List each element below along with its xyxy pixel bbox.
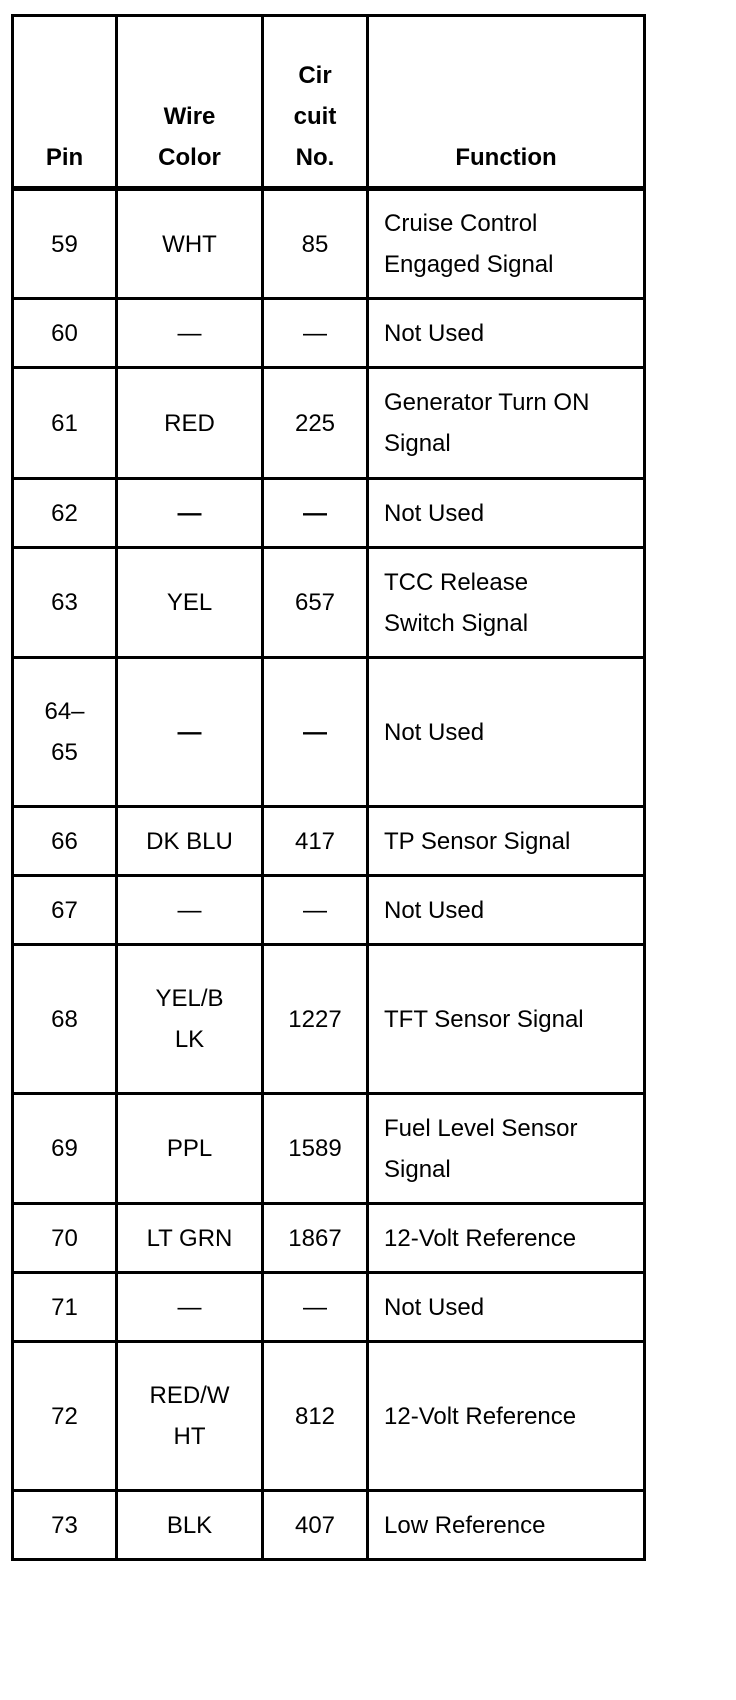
function-cell-text: Not Used	[384, 718, 485, 746]
wire-color-cell-text: WHT	[162, 230, 217, 258]
function-cell-text: 12-Volt Reference	[384, 1402, 577, 1430]
table-row	[13, 1204, 645, 1273]
header-row	[13, 16, 645, 189]
circuit-cell	[263, 658, 368, 807]
function-cell-text: TCC Release	[384, 568, 529, 596]
function-cell	[368, 548, 645, 658]
pin-cell	[13, 1204, 117, 1273]
circuit-cell	[263, 807, 368, 876]
function-cell	[368, 368, 645, 479]
function-cell-text: TP Sensor Signal	[384, 827, 571, 855]
table-row	[13, 807, 645, 876]
wire-color-cell	[117, 876, 263, 945]
pin-cell	[13, 189, 117, 299]
circuit-cell-text: —	[303, 896, 327, 924]
wire-color-cell-text: DK BLU	[146, 827, 233, 855]
table-row	[13, 1094, 645, 1204]
pin-cell-text: 62	[51, 499, 78, 527]
pin-cell-text: 66	[51, 827, 78, 855]
wire-color-cell	[117, 548, 263, 658]
function-cell-text: Low Reference	[384, 1511, 546, 1539]
wire-color-cell	[117, 368, 263, 479]
circuit-cell	[263, 479, 368, 548]
pin-cell	[13, 807, 117, 876]
wire-color-cell-text: LK	[174, 1026, 205, 1053]
function-cell	[368, 658, 645, 807]
function-cell	[368, 1273, 645, 1342]
wire-color-cell	[117, 479, 263, 548]
wire-color-cell	[117, 1273, 263, 1342]
header-function	[368, 16, 645, 189]
wire-color-cell	[117, 189, 263, 299]
function-cell	[368, 1204, 645, 1273]
pin-cell	[13, 1094, 117, 1204]
function-cell-text: Signal	[384, 430, 451, 457]
circuit-cell-text: 417	[294, 827, 336, 855]
pin-cell-text: 64–	[44, 698, 85, 725]
function-cell	[368, 1342, 645, 1491]
pin-cell	[13, 658, 117, 807]
table-row	[13, 658, 645, 807]
wire-color-cell-text: RED/W	[149, 1382, 230, 1409]
table-row	[13, 548, 645, 658]
circuit-cell-text: 85	[301, 230, 329, 258]
wire-color-cell	[117, 807, 263, 876]
circuit-cell	[263, 945, 368, 1094]
function-cell-text: 12-Volt Reference	[384, 1224, 577, 1252]
pin-cell	[13, 548, 117, 658]
circuit-cell	[263, 548, 368, 658]
wire-color-cell	[117, 299, 263, 368]
circuit-cell-text: 1227	[288, 1005, 342, 1033]
circuit-cell-text: 1589	[288, 1135, 342, 1162]
pin-cell	[13, 368, 117, 479]
table-row	[13, 479, 645, 548]
function-cell	[368, 876, 645, 945]
circuit-cell	[263, 1273, 368, 1342]
function-cell	[368, 479, 645, 548]
function-cell	[368, 1094, 645, 1204]
function-cell-text: Not Used	[384, 1293, 485, 1321]
pin-cell	[13, 1342, 117, 1491]
wire-color-cell-text: —	[177, 319, 202, 347]
table-row	[13, 1273, 645, 1342]
function-cell-text: Not Used	[384, 499, 485, 527]
pin-cell-text: 59	[51, 230, 78, 258]
pin-cell-text: 72	[51, 1402, 78, 1430]
header-circuit-line3: No.	[295, 144, 335, 171]
wire-color-cell	[117, 945, 263, 1094]
function-cell-text: Engaged Signal	[384, 251, 554, 278]
circuit-cell-text: 657	[294, 589, 336, 616]
pin-cell	[13, 479, 117, 548]
circuit-cell-text: —	[303, 499, 327, 527]
pin-cell-text: 71	[51, 1293, 78, 1321]
circuit-cell	[263, 1204, 368, 1273]
header-pin	[13, 16, 117, 189]
table-row	[13, 876, 645, 945]
circuit-cell-text: 812	[294, 1402, 336, 1430]
circuit-cell-text: —	[303, 1293, 327, 1321]
wire-color-cell	[117, 1342, 263, 1491]
pin-cell-text: 68	[51, 1005, 78, 1033]
pin-cell	[13, 1491, 117, 1560]
wire-color-cell-text: YEL	[166, 589, 213, 616]
pin-cell-text: 61	[51, 409, 78, 437]
table-row	[13, 368, 645, 479]
pin-cell-text: 63	[51, 589, 78, 616]
pin-cell-text: 60	[51, 319, 78, 347]
pin-cell-text: 70	[51, 1224, 78, 1252]
header-pin-label: Pin	[45, 144, 84, 171]
function-cell	[368, 189, 645, 299]
circuit-cell	[263, 1094, 368, 1204]
circuit-cell	[263, 189, 368, 299]
function-cell	[368, 807, 645, 876]
table-row	[13, 945, 645, 1094]
function-cell-text: Signal	[384, 1155, 451, 1183]
circuit-cell	[263, 299, 368, 368]
pin-cell-text: 73	[51, 1511, 78, 1539]
function-cell-text: Generator Turn ON	[384, 389, 590, 416]
table-row	[13, 299, 645, 368]
function-cell-text: Not Used	[384, 319, 485, 347]
table-body	[13, 189, 645, 1560]
pinout-table	[11, 14, 646, 1561]
header-wire-color	[117, 16, 263, 189]
function-cell-text: Cruise Control	[384, 210, 538, 237]
wire-color-cell	[117, 1204, 263, 1273]
pin-cell	[13, 945, 117, 1094]
circuit-cell	[263, 1342, 368, 1491]
circuit-cell-text: —	[303, 319, 327, 347]
function-cell-text: Fuel Level Sensor	[384, 1114, 578, 1142]
function-cell-text: TFT Sensor Signal	[384, 1005, 584, 1033]
header-function-label: Function	[455, 144, 557, 171]
wire-color-cell-text: —	[177, 718, 202, 746]
circuit-cell	[263, 368, 368, 479]
wire-color-cell-text: —	[177, 499, 202, 527]
header-circuit-line2: cuit	[293, 103, 337, 130]
function-cell	[368, 945, 645, 1094]
table-row	[13, 1491, 645, 1560]
function-cell	[368, 1491, 645, 1560]
circuit-cell	[263, 876, 368, 945]
wire-color-cell	[117, 1094, 263, 1204]
function-cell-text: Not Used	[384, 896, 485, 924]
wire-color-cell-text: RED	[164, 409, 215, 437]
pin-cell-text: 69	[51, 1135, 78, 1162]
function-cell	[368, 299, 645, 368]
circuit-cell-text: 225	[294, 409, 336, 437]
wire-color-cell-text: BLK	[166, 1511, 213, 1539]
wire-color-cell	[117, 1491, 263, 1560]
wire-color-cell-text: —	[177, 896, 202, 924]
header-wire-color-line2: Color	[158, 144, 221, 171]
header-circuit-no	[263, 16, 368, 189]
table-header	[13, 16, 645, 189]
wire-color-cell-text: LT GRN	[146, 1224, 233, 1252]
table-row	[13, 1342, 645, 1491]
wire-color-cell-text: YEL/B	[155, 985, 224, 1012]
circuit-cell-text: —	[303, 718, 327, 746]
wire-color-cell-text: PPL	[166, 1135, 213, 1162]
wire-color-cell-text: —	[177, 1293, 202, 1321]
pin-cell-text: 65	[51, 739, 78, 766]
circuit-cell-text: 1867	[288, 1224, 342, 1252]
pin-cell	[13, 1273, 117, 1342]
function-cell-text: Switch Signal	[384, 609, 529, 637]
circuit-cell-text: 407	[294, 1511, 336, 1539]
header-wire-color-line1: Wire	[163, 103, 216, 130]
wire-color-cell-text: HT	[173, 1423, 206, 1450]
wire-color-cell	[117, 658, 263, 807]
circuit-cell	[263, 1491, 368, 1560]
header-circuit-line1: Cir	[298, 62, 332, 89]
table-row	[13, 189, 645, 299]
pin-cell	[13, 876, 117, 945]
pin-cell	[13, 299, 117, 368]
pin-cell-text: 67	[51, 896, 78, 924]
